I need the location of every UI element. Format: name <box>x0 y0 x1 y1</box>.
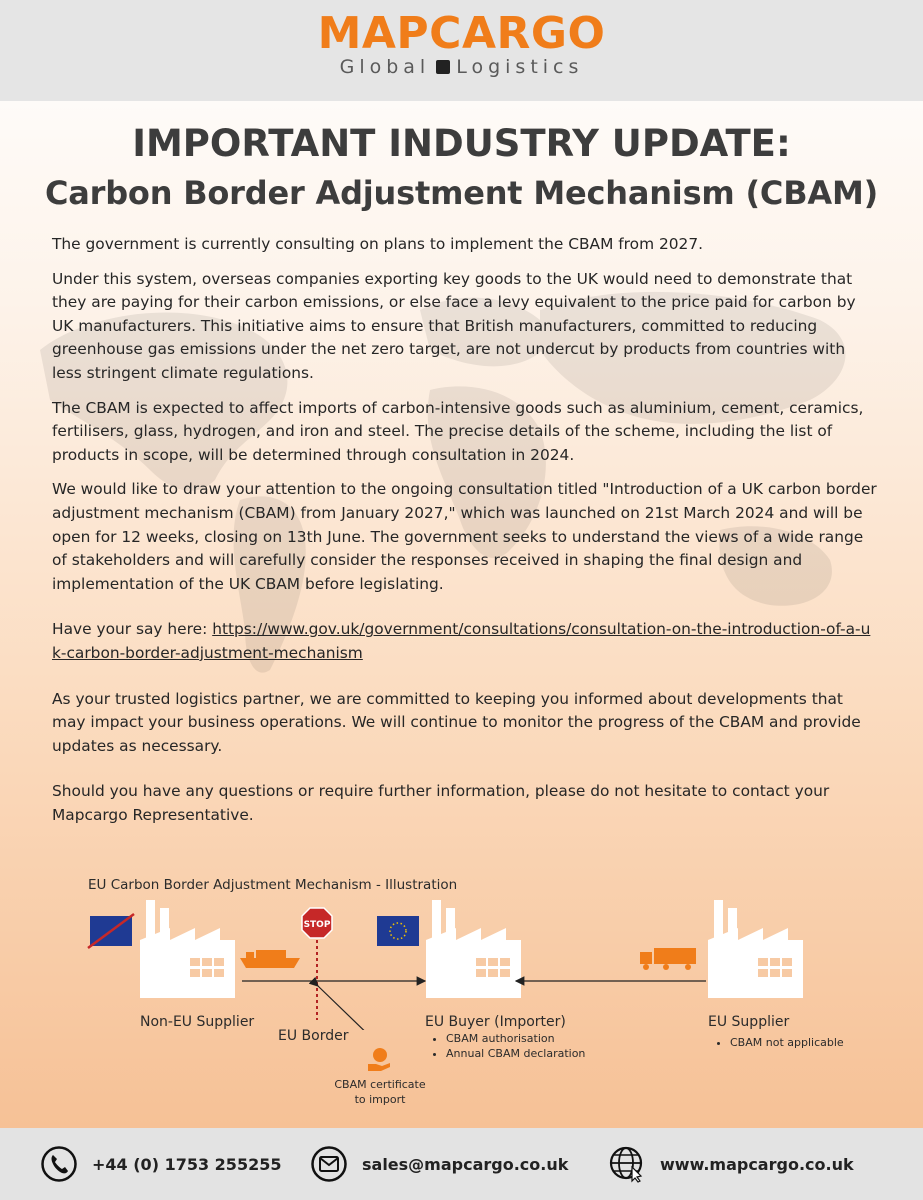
eu-buyer-label: EU Buyer (Importer) <box>425 1014 566 1030</box>
eu-buyer-factory-icon <box>426 900 521 998</box>
paragraph-5: As your trusted logistics partner, we are committed to keeping you informed about developments that may impact your business operations. We will continue to monitor the progress of the CBAM and provide updates as necessary. <box>52 689 861 755</box>
cbam-diagram <box>0 900 923 1030</box>
paragraph-2: Under this system, overseas companies exporting key goods to the UK would need to demonstrate that they are paying for their carbon emissions, or else face a levy equivalent to the price paid for carbon by UK manufacturers. This initiative aims to ensure that British manufacturers, committed to reducing greenhouse gas emissions under the net zero target, are not undercut by products from countries with less stringent climate regulations. <box>52 269 856 382</box>
stop-text: STOP <box>303 920 331 930</box>
subheadline: Carbon Border Adjustment Mechanism (CBAM) <box>44 174 879 212</box>
paragraph-4: We would like to draw your attention to the ongoing consultation titled "Introduction of a UK carbon border adjustment mechanism (CBAM) from January 2027," which was launched on 21st March 2024 and will be open for 12 weeks, closing on 13th June. The government seeks to understand the views of a wide range of stakeholders and will carefully consider the responses received in shaping the final design and implementation of the UK CBAM before legislating. <box>52 480 877 593</box>
have-your-say-label: Have your say here: <box>52 620 213 639</box>
eu-buyer-point: • Annual CBAM declaration <box>446 1046 585 1061</box>
headline: IMPORTANT INDUSTRY UPDATE: <box>132 122 791 165</box>
eu-supplier-label: EU Supplier <box>708 1014 790 1030</box>
consultation-link[interactable]: https://www.gov.uk/government/consultations/consultation-on-the-introduction-of-a-uk-carbon-border-adjustment-mechanism <box>52 620 871 662</box>
tagline-right: Logistics <box>456 56 584 78</box>
header <box>0 0 923 101</box>
eu-flag-icon <box>377 916 419 946</box>
phone-icon <box>40 1145 78 1183</box>
ship-icon <box>240 950 300 968</box>
certificate-label <box>330 1077 430 1107</box>
eu-supplier-point: • CBAM not applicable <box>730 1035 844 1050</box>
non-eu-flag-icon <box>88 914 134 948</box>
body-text <box>52 233 877 838</box>
eu-buyer-points <box>430 1031 585 1061</box>
non-eu-factory-icon <box>140 900 235 998</box>
illustration-title: EU Carbon Border Adjustment Mechanism - Illustration <box>88 877 458 893</box>
truck-icon <box>640 948 696 970</box>
footer-phone[interactable] <box>40 1145 281 1183</box>
brand-logo: MAPCARGO <box>317 8 606 59</box>
coin-hand-icon <box>366 1046 392 1072</box>
eu-supplier-points <box>714 1035 844 1050</box>
footer <box>0 1128 923 1200</box>
footer-email[interactable] <box>310 1145 568 1183</box>
tagline-left: Global <box>339 56 431 78</box>
eu-buyer-point: • CBAM authorisation <box>446 1031 585 1046</box>
have-your-say <box>52 618 877 665</box>
email-address[interactable]: sales@mapcargo.co.uk <box>362 1154 569 1174</box>
website-url[interactable]: www.mapcargo.co.uk <box>660 1154 854 1174</box>
phone-number[interactable]: +44 (0) 1753 255255 <box>92 1154 282 1174</box>
eu-supplier-factory-icon <box>708 900 803 998</box>
globe-icon <box>608 1145 646 1183</box>
square-icon <box>436 60 450 74</box>
footer-website[interactable] <box>608 1145 854 1183</box>
paragraph-3: The CBAM is expected to affect imports of carbon-intensive goods such as aluminium, cement, ceramics, fertilisers, glass, hydrogen, and iron and steel. The precise details of the scheme, including the list of products in scope, will be determined through consultation in 2024. <box>52 398 864 464</box>
envelope-icon <box>310 1145 348 1183</box>
certificate-line-2: to import <box>354 1093 406 1106</box>
paragraph-6: Should you have any questions or require further information, please do not hesitate to contact your Mapcargo Representative. <box>52 782 830 824</box>
non-eu-supplier-label: Non-EU Supplier <box>140 1014 255 1030</box>
certificate-arrow <box>318 986 378 1030</box>
stop-sign-icon <box>302 908 332 938</box>
brand-tagline <box>0 56 923 78</box>
paragraph-1: The government is currently consulting on plans to implement the CBAM from 2027. <box>52 235 704 253</box>
certificate-line-1: CBAM certificate <box>334 1078 426 1091</box>
eu-border-label: EU Border <box>278 1028 349 1044</box>
